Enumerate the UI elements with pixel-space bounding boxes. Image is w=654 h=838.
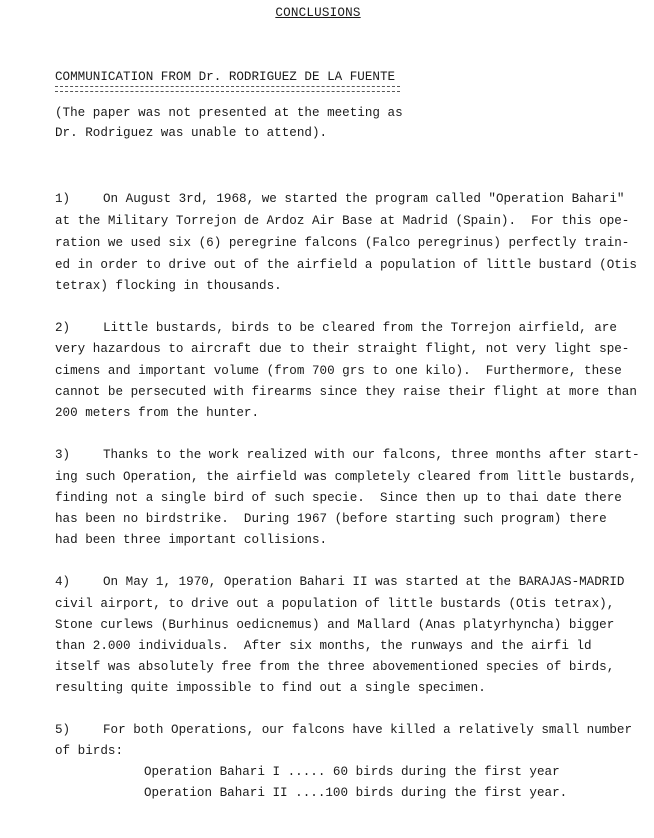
paragraph-line: finding not a single bird of such specie. Since then up to thai date there — [55, 491, 622, 505]
paragraph-line: ed in order to drive out of the airfield a population of little bustard (Otis — [55, 258, 637, 272]
paragraph-number: 3) — [55, 448, 71, 462]
paragraph-line: at the Military Torrejon de Ardoz Air Base at Madrid (Spain). For this ope- — [55, 214, 630, 228]
paragraph-line: resulting quite impossible to find out a single specimen. — [55, 681, 486, 695]
paragraph-number: 5) — [55, 723, 71, 737]
paragraph-line: 200 meters from the hunter. — [55, 406, 260, 420]
paragraph-line: civil airport, to drive out a population of little bustards (Otis tetrax), — [55, 597, 615, 611]
paragraph-line: Little bustards, birds to be cleared from the Torrejon airfield, are — [103, 321, 617, 335]
communication-heading: COMMUNICATION FROM Dr. RODRIGUEZ DE LA FUENTE — [55, 70, 396, 84]
paragraph-line: had been three important collisions. — [55, 533, 328, 547]
paragraph-line: has been no birdstrike. During 1967 (before starting such program) there — [55, 512, 607, 526]
communication-note-line-2: Dr. Rodriguez was unable to attend). — [55, 126, 328, 140]
paragraph-line: cimens and important volume (from 700 grs to one kilo). Furthermore, these — [55, 364, 622, 378]
paragraph-line: On May 1, 1970, Operation Bahari II was started at the BARAJAS-MADRID — [103, 575, 625, 589]
paragraph-number: 2) — [55, 321, 71, 335]
paragraph-number: 4) — [55, 575, 71, 589]
paragraph-line: Stone curlews (Burhinus oedicnemus) and Mallard (Anas platyrhyncha) bigger — [55, 618, 615, 632]
paragraph-line: cannot be persecuted with firearms since they raise their flight at more than — [55, 385, 637, 399]
paragraph-number: 1) — [55, 192, 71, 206]
paragraph-line: very hazardous to aircraft due to their straight flight, not very light spe- — [55, 342, 630, 356]
paragraph-line: tetrax) flocking in thousands. — [55, 279, 282, 293]
communication-note-line-1: (The paper was not presented at the meeting as — [55, 106, 403, 120]
page-title: CONCLUSIONS — [275, 6, 361, 20]
result-operation-bahari-1: Operation Bahari I ..... 60 birds during the first year — [144, 765, 560, 779]
paragraph-line: Thanks to the work realized with our falcons, three months after start- — [103, 448, 640, 462]
paragraph-line: ration we used six (6) peregrine falcons (Falco peregrinus) perfectly train- — [55, 236, 630, 250]
paragraph-line: than 2.000 individuals. After six months, the runways and the airfi ld — [55, 639, 592, 653]
paragraph-line: ing such Operation, the airfield was completely cleared from little bustards, — [55, 470, 637, 484]
paragraph-line: of birds: — [55, 744, 124, 758]
result-operation-bahari-2: Operation Bahari II ....100 birds during the first year. — [144, 786, 568, 800]
paragraph-line: For both Operations, our falcons have killed a relatively small number — [103, 723, 633, 737]
double-underline-rule — [55, 86, 400, 92]
paragraph-line: On August 3rd, 1968, we started the program called "Operation Bahari" — [103, 192, 625, 206]
paragraph-line: itself was absolutely free from the three abovementioned species of birds, — [55, 660, 615, 674]
